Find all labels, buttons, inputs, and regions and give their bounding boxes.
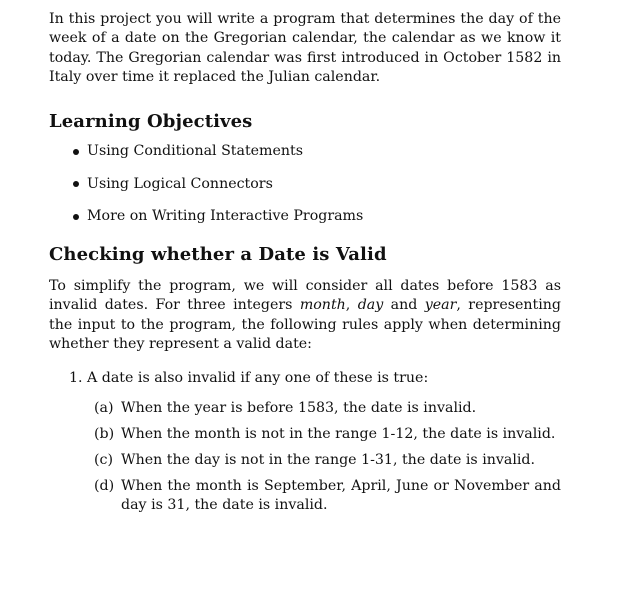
rule-item xyxy=(49,369,561,515)
subrule-text: When the month is September, April, June or November and day is 31, the date is invalid. xyxy=(121,477,561,514)
subrules-list xyxy=(87,399,561,515)
subrule-item xyxy=(87,425,561,444)
checking-validity-heading: Checking whether a Date is Valid xyxy=(49,244,387,266)
subrule-label: (b) xyxy=(94,426,115,443)
checking-text-part1: To simplify the program, we will consider all dates before 1583 as invalid dates. For three integers xyxy=(49,278,561,314)
checking-paragraph xyxy=(49,277,561,354)
objective-text: More on Writing Interactive Programs xyxy=(87,208,364,225)
list-item xyxy=(49,142,561,160)
bullet-icon xyxy=(73,181,79,187)
subrule-text: When the year is before 1583, the date is invalid. xyxy=(121,400,477,417)
subrule-item xyxy=(87,399,561,418)
variable-year: year xyxy=(424,297,457,314)
variable-month: month xyxy=(299,297,346,314)
separator: and xyxy=(383,297,425,314)
learning-objectives-list xyxy=(49,142,561,225)
objective-text: Using Logical Connectors xyxy=(87,175,273,192)
subrule-text: When the month is not in the range 1-12, the date is invalid. xyxy=(121,426,556,443)
rule-text: A date is also invalid if any one of these is true: xyxy=(87,370,429,387)
subrule-text: When the day is not in the range 1-31, the date is invalid. xyxy=(121,451,536,468)
subrule-label: (a) xyxy=(94,400,114,417)
bullet-icon xyxy=(73,214,79,220)
bullet-icon xyxy=(73,149,79,155)
list-item xyxy=(49,207,561,225)
rules-list xyxy=(49,369,561,515)
checking-text-part2: , representing the input to the program, the following rules apply when determining whether they represent a valid date: xyxy=(49,297,562,353)
subrule-item xyxy=(87,451,561,470)
intro-paragraph: In this project you will write a program that determines the day of the week of a date on the Gregorian calendar, the calendar as we know it today. The Gregorian calendar was first introduced in October 1582 in Italy over time it replaced the Julian calendar. xyxy=(49,11,561,85)
subrule-item xyxy=(87,477,561,516)
variable-day: day xyxy=(357,297,384,314)
subrule-label: (d) xyxy=(94,477,115,494)
subrule-label: (c) xyxy=(94,451,114,468)
objective-text: Using Conditional Statements xyxy=(87,143,304,160)
rule-number: 1. xyxy=(69,370,83,387)
separator: , xyxy=(345,297,358,314)
document-page xyxy=(49,8,561,522)
learning-objectives-heading: Learning Objectives xyxy=(49,111,253,133)
list-item xyxy=(49,175,561,193)
